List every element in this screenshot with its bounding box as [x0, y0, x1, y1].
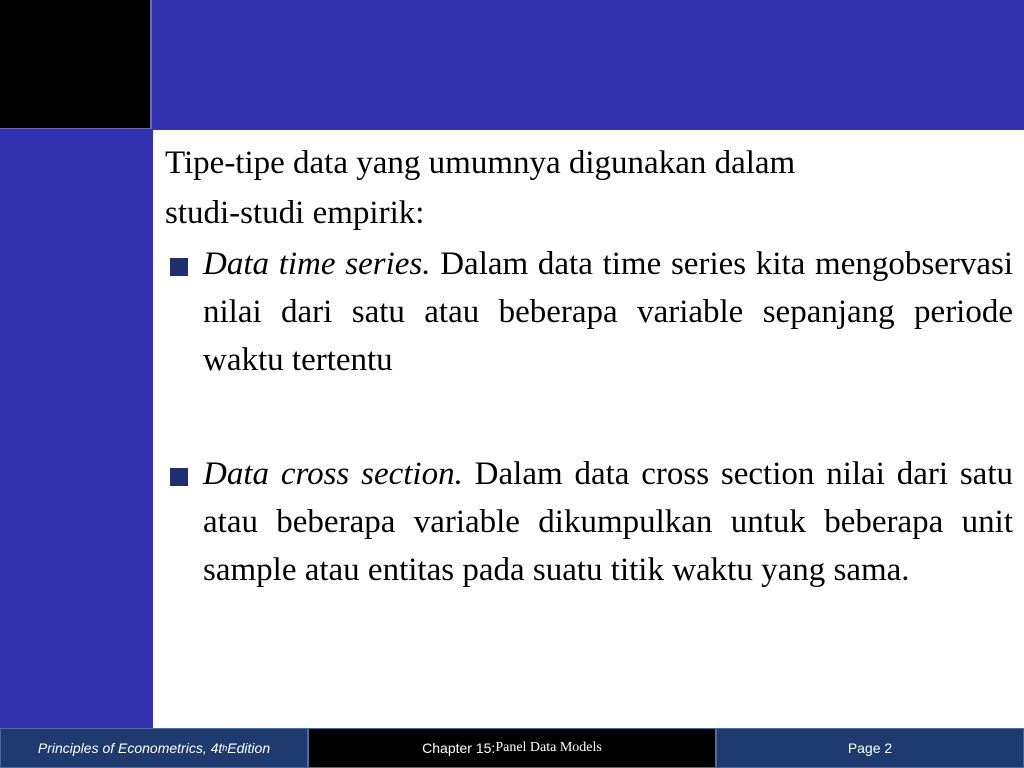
- footer-book-title: [0, 728, 308, 768]
- intro-line-1: Tipe-tipe data yang umumnya digunakan dalam: [165, 145, 796, 181]
- footer-bar: [0, 728, 1024, 768]
- footer-chapter-title: Panel Data Models: [495, 740, 602, 755]
- left-sidebar-band: [0, 130, 153, 728]
- bullet-term: Data time series.: [203, 246, 431, 282]
- footer-book-title-text: Principles of Econometrics, 4t: [37, 740, 223, 756]
- square-bullet-icon: [170, 468, 188, 486]
- intro-line-2: studi-studi empirik:: [165, 195, 425, 231]
- footer-chapter-label: Chapter 15:: [422, 740, 496, 756]
- intro-text: [165, 138, 1013, 238]
- bullet-item-cross-section: [165, 450, 1013, 594]
- footer-page-text: Page 2: [847, 740, 893, 756]
- bullet-description: Dalam data time series kita mengobservasi nilai dari satu atau beberapa variable sepanjang periode waktu tertentu: [203, 246, 1013, 378]
- bullet-term: Data cross section.: [203, 456, 463, 492]
- bullet-item-time-series: [165, 240, 1013, 384]
- square-bullet-icon: [170, 258, 188, 276]
- corner-block: [0, 0, 152, 129]
- bullet-description: Dalam data cross section nilai dari satu atau beberapa variable dikumpulkan untuk beberapa unit sample atau entitas pada suatu titik waktu yang sama.: [203, 456, 1013, 588]
- slide-content: [165, 138, 1013, 594]
- footer-book-title-sup: h: [222, 743, 228, 753]
- footer-book-title-suffix: Edition: [227, 740, 271, 756]
- bullet-list: [165, 240, 1013, 594]
- header-band: [0, 0, 1024, 130]
- footer-chapter: [308, 728, 716, 768]
- footer-page-number: [716, 728, 1024, 768]
